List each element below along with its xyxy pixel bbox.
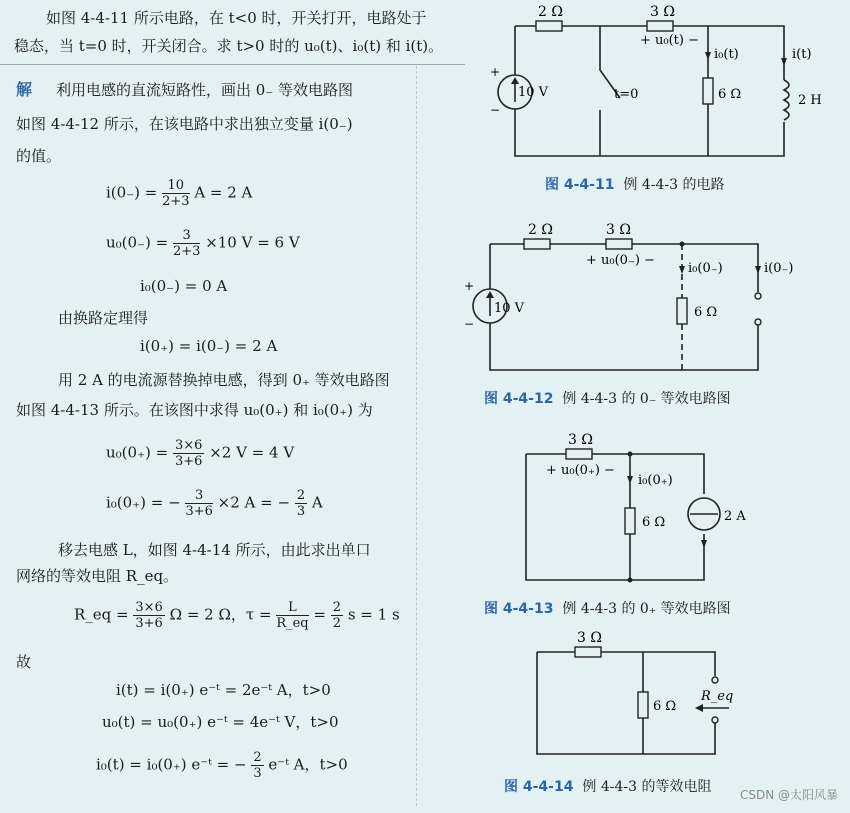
circuit-fig-4-4-13 [510, 430, 770, 590]
svg-text:+: + [464, 279, 475, 293]
f11-i: i(t) [792, 47, 812, 62]
equation-6: i₀(0₊) = − $\frac{3}{3+6}$ ×2 A = − $\frac{2}{3}$ A [106, 488, 323, 519]
f12-u0: + u₀(0₋) − [586, 253, 655, 268]
f14-req: R_eq [701, 689, 734, 704]
solution-p3b: 如图 4-4-13 所示。在该图中求得 u₀(0₊) 和 i₀(0₊) 为 [16, 401, 373, 419]
solution-p2: 由换路定理得 [58, 309, 149, 327]
f13-r2: 6 Ω [642, 515, 666, 530]
solution-p1a: 利用电感的直流短路性，画出 0₋ 等效电路图 [56, 81, 353, 99]
f12-i: i(0₋) [764, 261, 794, 276]
equation-2: u₀(0₋) = $\frac{3}{2+3}$ ×10 V = 6 V [106, 228, 300, 259]
f11-inductor: 2 H [798, 93, 822, 108]
solution-p1c: 的值。 [16, 147, 62, 165]
solution-p4b: 网络的等效电阻 R_eq。 [16, 567, 179, 585]
f13-source: 2 A [724, 509, 746, 524]
header-rule [0, 64, 465, 65]
caption-fig-4-4-11: 图 4-4-11 例 4-4-3 的电路 [545, 177, 725, 193]
f12-i0: i₀(0₋) [688, 261, 723, 276]
solution-label: 解 [16, 80, 33, 99]
f11-r2: 3 Ω [650, 4, 675, 20]
problem-line-1: 如图 4-4-11 所示电路，在 t<0 时，开关打开，电路处于 [46, 9, 427, 27]
equation-1: i(0₋) = $\frac{10}{2+3}$ A = 2 A [106, 178, 253, 209]
equation-8: i(t) = i(0₊) e⁻ᵗ = 2e⁻ᵗ A，t>0 [116, 681, 331, 699]
circuit-fig-4-4-14 [525, 630, 745, 770]
solution-p1b: 如图 4-4-12 所示，在该电路中求出独立变量 i(0₋) [16, 115, 353, 133]
equation-5: u₀(0₊) = $\frac{3\times 6}{3+6}$ ×2 V = 4 V [106, 438, 295, 469]
f11-source: 10 V [518, 85, 549, 100]
equation-7: R_eq = $\frac{3\times 6}{3+6}$ Ω = 2 Ω，τ = $\frac{L}{R\_eq}$ = $\frac{2}{2}$ s = 1 s [74, 600, 400, 631]
equation-4: i(0₊) = i(0₋) = 2 A [140, 337, 278, 355]
caption-fig-4-4-14: 图 4-4-14 例 4-4-3 的等效电阻 [504, 779, 712, 795]
f12-source: 10 V [494, 301, 525, 316]
equation-10: i₀(t) = i₀(0₊) e⁻ᵗ = − $\frac{2}{3}$ e⁻ᵗ A，t>0 [96, 750, 348, 781]
equation-3: i₀(0₋) = 0 A [140, 277, 228, 295]
caption-fig-4-4-12: 图 4-4-12 例 4-4-3 的 0₋ 等效电路图 [484, 391, 731, 407]
f11-r1: 2 Ω [538, 4, 563, 20]
circuit-fig-4-4-11 [480, 0, 850, 200]
caption-fig-4-4-13: 图 4-4-13 例 4-4-3 的 0₊ 等效电路图 [484, 601, 731, 617]
solution-p4a: 移去电感 L，如图 4-4-14 所示，由此求出单口 [58, 541, 371, 559]
watermark: CSDN @太阳风暴 [739, 788, 838, 802]
svg-text:−: − [464, 317, 475, 331]
problem-line-2: 稳态，当 t=0 时，开关闭合。求 t>0 时的 u₀(t)、i₀(t) 和 i(t)。 [14, 37, 444, 55]
f11-u0: + u₀(t) − [640, 33, 700, 48]
column-divider [416, 66, 417, 806]
svg-text:−: − [490, 103, 501, 117]
f12-r3: 6 Ω [694, 305, 718, 320]
svg-text:+: + [490, 65, 501, 79]
f11-i0: i₀(t) [714, 47, 739, 62]
circuit-fig-4-4-12 [460, 210, 840, 390]
f14-r2: 6 Ω [653, 699, 677, 714]
f14-r1: 3 Ω [577, 630, 602, 646]
equation-9: u₀(t) = u₀(0₊) e⁻ᵗ = 4e⁻ᵗ V，t>0 [102, 713, 339, 731]
solution-p3a: 用 2 A 的电流源替换掉电感，得到 0₊ 等效电路图 [58, 371, 390, 389]
f13-r1: 3 Ω [568, 432, 593, 448]
f13-i0: i₀(0₊) [638, 473, 673, 488]
f13-u0: + u₀(0₊) − [546, 463, 615, 478]
f11-switch: t=0 [614, 87, 639, 102]
f12-r1: 2 Ω [528, 222, 553, 238]
solution-p5: 故 [16, 653, 32, 671]
f11-r3: 6 Ω [718, 87, 742, 102]
f12-r2: 3 Ω [606, 222, 631, 238]
